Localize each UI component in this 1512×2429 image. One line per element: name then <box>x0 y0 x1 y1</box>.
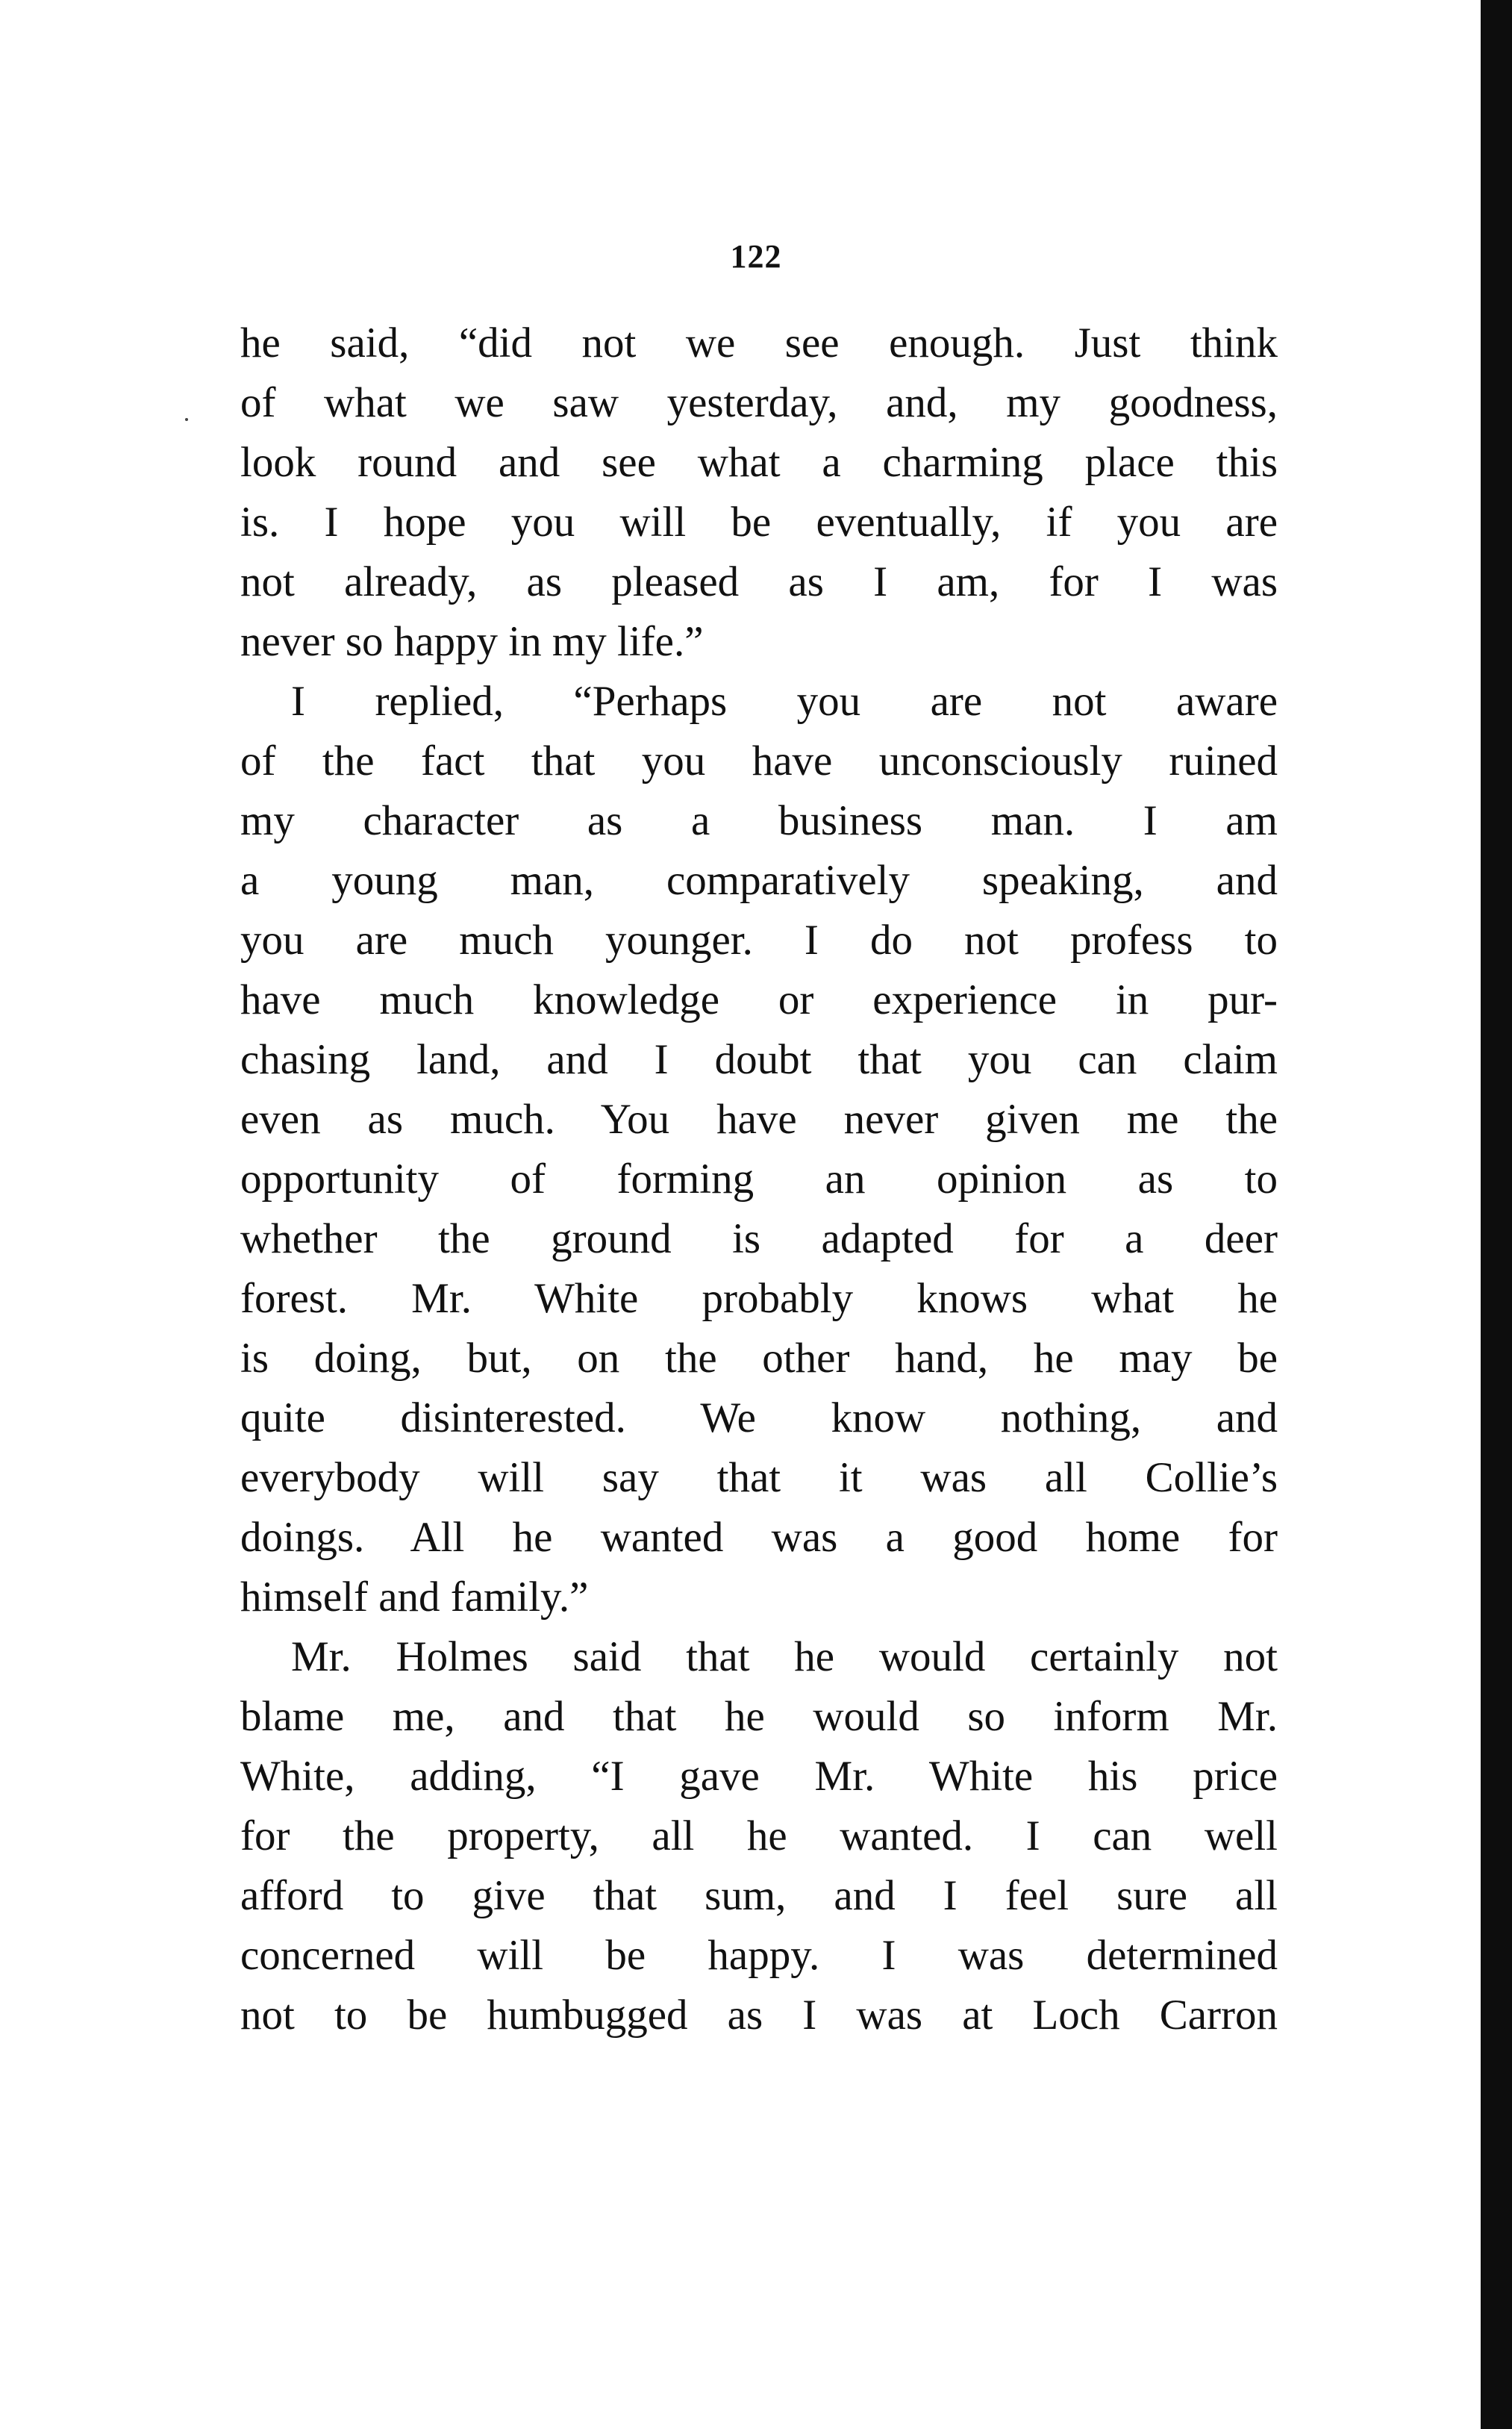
text-line: blame me, and that he would so inform Mr. <box>240 1693 1278 1740</box>
text-line: I replied, “Perhaps you are not aware <box>291 678 1278 725</box>
text-line: of the fact that you have unconsciously ruined <box>240 738 1278 785</box>
text-line: look round and see what a charming place this <box>240 439 1278 486</box>
text-line: quite disinterested. We know nothing, and <box>240 1394 1278 1441</box>
text-line: you are much younger. I do not profess to <box>240 917 1278 964</box>
text-line: for the property, all he wanted. I can well <box>240 1812 1278 1859</box>
text-line: doings. All he wanted was a good home for <box>240 1514 1278 1561</box>
text-line: is. I hope you will be eventually, if you are <box>240 499 1278 546</box>
page-edge-shadow <box>1481 0 1512 2429</box>
text-line: chasing land, and I doubt that you can claim <box>240 1036 1278 1083</box>
text-line: everybody will say that it was all Collie’s <box>240 1454 1278 1501</box>
text-line: whether the ground is adapted for a deer <box>240 1215 1278 1262</box>
text-line: he said, “did not we see enough. Just think <box>240 319 1278 367</box>
text-line: have much knowledge or experience in pur- <box>240 976 1278 1023</box>
text-line: a young man, comparatively speaking, and <box>240 857 1278 904</box>
text-line: forest. Mr. White probably knows what he <box>240 1275 1278 1322</box>
text-line: himself and family.” <box>240 1574 589 1621</box>
text-line: opportunity of forming an opinion as to <box>240 1156 1278 1203</box>
text-line: not already, as pleased as I am, for I was <box>240 558 1278 605</box>
text-line: Mr. Holmes said that he would certainly not <box>291 1633 1278 1680</box>
text-line: never so happy in my life.” <box>240 618 704 665</box>
text-line: afford to give that sum, and I feel sure all <box>240 1872 1278 1919</box>
page-number: 122 <box>730 238 782 275</box>
text-line: even as much. You have never given me the <box>240 1096 1278 1143</box>
body-text <box>240 314 1278 2045</box>
text-line: not to be humbugged as I was at Loch Carron <box>240 1992 1278 2039</box>
text-line: my character as a business man. I am <box>240 797 1278 844</box>
text-line: of what we saw yesterday, and, my goodness, <box>240 379 1278 426</box>
scan-speck <box>185 418 188 421</box>
text-line: is doing, but, on the other hand, he may be <box>240 1335 1278 1382</box>
text-line: concerned will be happy. I was determined <box>240 1932 1278 1979</box>
text-line: White, adding, “I gave Mr. White his price <box>240 1753 1278 1800</box>
